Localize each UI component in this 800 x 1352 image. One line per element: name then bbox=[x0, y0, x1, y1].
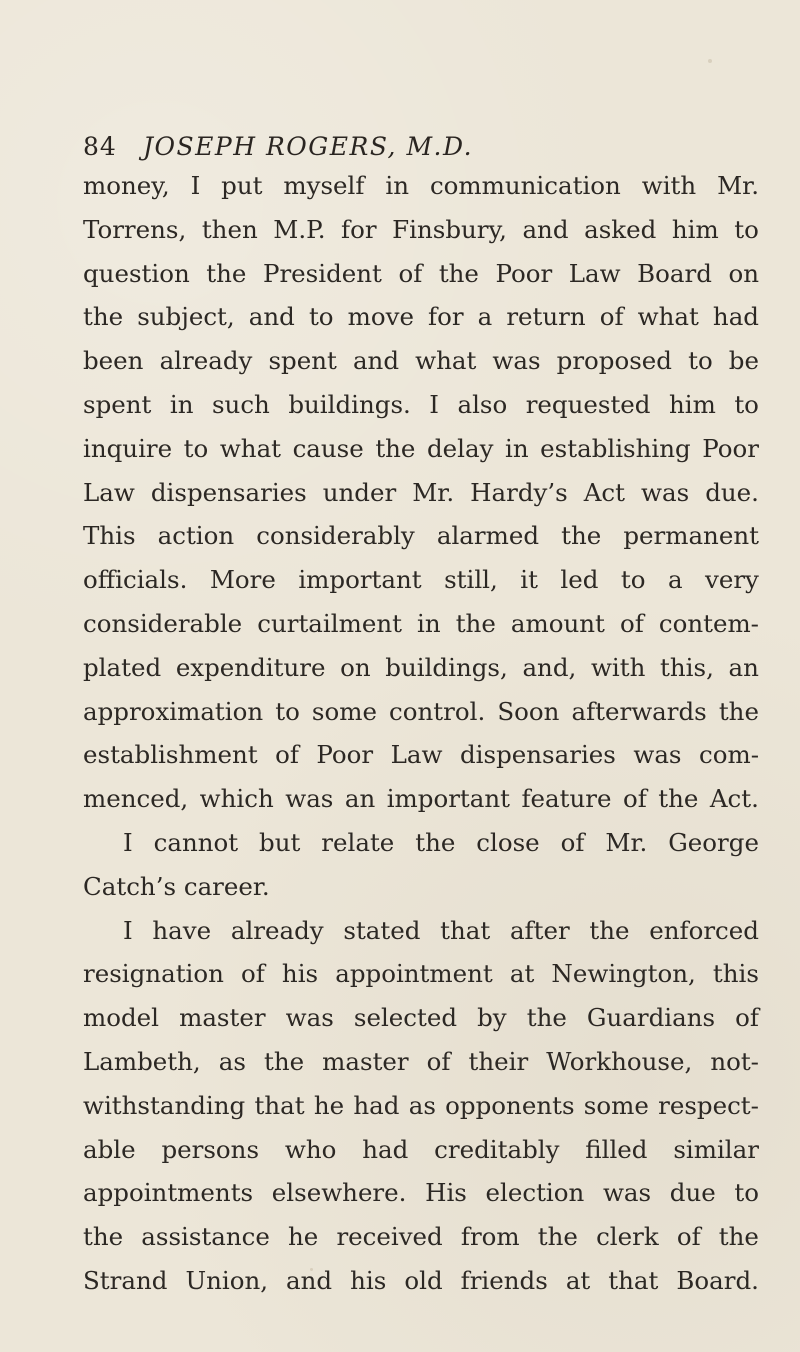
word: clerk bbox=[596, 1222, 659, 1252]
text-line bbox=[83, 339, 759, 383]
text-line bbox=[83, 690, 759, 734]
page-text bbox=[83, 164, 759, 1303]
word: to bbox=[734, 1178, 759, 1208]
word: master bbox=[179, 1003, 266, 1033]
word: which bbox=[199, 784, 274, 814]
word: afterwards bbox=[571, 696, 707, 726]
word: in bbox=[385, 171, 410, 200]
word: at bbox=[565, 1265, 591, 1295]
word: such bbox=[211, 389, 270, 419]
word: the bbox=[718, 696, 759, 726]
word: Poor bbox=[495, 258, 553, 288]
text-line bbox=[83, 952, 759, 996]
word: the bbox=[526, 1003, 567, 1033]
word: not- bbox=[710, 1046, 759, 1076]
word: question bbox=[83, 258, 190, 288]
word: and, bbox=[522, 652, 577, 682]
word: the bbox=[537, 1222, 578, 1252]
word: was bbox=[641, 477, 690, 507]
word: was bbox=[602, 1178, 652, 1208]
word: cause bbox=[292, 433, 364, 463]
word: this bbox=[712, 959, 759, 989]
word: to bbox=[183, 433, 209, 463]
word: buildings, bbox=[385, 652, 508, 682]
text-line bbox=[83, 1128, 759, 1172]
word: received bbox=[336, 1222, 443, 1252]
word: after bbox=[509, 915, 570, 945]
word: and bbox=[352, 346, 400, 376]
word: be bbox=[728, 346, 759, 376]
word: enforced bbox=[649, 915, 759, 945]
word: a bbox=[477, 302, 493, 332]
word: been bbox=[83, 346, 144, 376]
word: was bbox=[492, 346, 541, 376]
word: model bbox=[83, 1003, 160, 1033]
word: I bbox=[123, 827, 133, 857]
word: the bbox=[83, 302, 124, 332]
word: establishment bbox=[83, 740, 258, 770]
text-line bbox=[83, 733, 759, 777]
running-head bbox=[83, 129, 763, 165]
word: Mr. bbox=[605, 827, 648, 857]
text-line bbox=[83, 1259, 759, 1303]
word: as bbox=[218, 1046, 246, 1076]
word: spent bbox=[268, 346, 337, 376]
word: friends bbox=[460, 1265, 548, 1295]
word: menced, bbox=[83, 784, 189, 814]
word: as bbox=[408, 1090, 436, 1120]
word: him bbox=[671, 214, 719, 244]
word: stated bbox=[343, 915, 421, 945]
word: had bbox=[353, 1090, 400, 1120]
word: Act bbox=[583, 477, 625, 507]
word: of bbox=[676, 1222, 701, 1252]
word: plated bbox=[83, 652, 162, 682]
text-line bbox=[83, 164, 759, 208]
word: contem- bbox=[658, 608, 759, 638]
word: what bbox=[415, 346, 477, 376]
word: that bbox=[440, 915, 491, 945]
word: dispensaries bbox=[150, 477, 307, 507]
word: the bbox=[415, 827, 456, 857]
word: curtailment bbox=[257, 608, 402, 638]
page-number: 84 bbox=[83, 132, 117, 161]
word: filled bbox=[585, 1134, 648, 1164]
word: an bbox=[344, 784, 376, 814]
word: the bbox=[455, 608, 496, 638]
word: already bbox=[159, 346, 253, 376]
text-line bbox=[83, 252, 759, 296]
word: put bbox=[221, 171, 263, 200]
word: move bbox=[347, 302, 414, 332]
word: Act. bbox=[709, 784, 759, 814]
word: myself bbox=[283, 171, 365, 200]
word: Guardians bbox=[586, 1003, 716, 1033]
word: by bbox=[477, 1003, 507, 1033]
word: and bbox=[522, 214, 569, 244]
word: respect- bbox=[658, 1090, 759, 1120]
word: this, bbox=[660, 652, 714, 682]
word: to bbox=[275, 696, 300, 726]
word: and bbox=[248, 302, 295, 332]
word: of bbox=[735, 1003, 759, 1033]
word: I bbox=[123, 915, 133, 945]
word: creditably bbox=[434, 1134, 560, 1164]
text-line bbox=[83, 471, 759, 515]
word: due. bbox=[705, 477, 759, 507]
word: very bbox=[705, 565, 759, 595]
word: President bbox=[262, 258, 382, 288]
word: he bbox=[313, 1090, 345, 1120]
word: considerable bbox=[83, 608, 243, 638]
word: appointment bbox=[335, 959, 493, 989]
word: from bbox=[460, 1222, 520, 1252]
word: on bbox=[340, 652, 371, 682]
word: establishing bbox=[540, 433, 691, 463]
text-line bbox=[83, 1040, 759, 1084]
text-line bbox=[83, 514, 759, 558]
word: Law bbox=[83, 477, 135, 507]
word: to bbox=[688, 346, 713, 376]
paper-spot bbox=[708, 59, 712, 63]
word: able bbox=[83, 1134, 136, 1164]
word: of bbox=[426, 1046, 451, 1076]
word: expenditure bbox=[175, 652, 326, 682]
word: of bbox=[619, 608, 644, 638]
word: feature bbox=[521, 784, 612, 814]
word: Poor bbox=[316, 740, 374, 770]
running-title: JOSEPH ROGERS, M.D. bbox=[143, 132, 474, 161]
word: important bbox=[386, 784, 511, 814]
word: withstanding bbox=[83, 1090, 246, 1120]
word: led bbox=[560, 565, 599, 595]
word: had bbox=[362, 1134, 409, 1164]
word: in bbox=[417, 608, 441, 638]
text-line bbox=[83, 383, 759, 427]
word: still, bbox=[444, 565, 498, 595]
word: the bbox=[561, 521, 602, 551]
word: assistance bbox=[141, 1222, 270, 1252]
word: delay bbox=[426, 433, 494, 463]
word: I bbox=[429, 389, 439, 419]
word: M.P. bbox=[273, 214, 326, 244]
word: in bbox=[169, 389, 194, 419]
word: it bbox=[520, 565, 538, 595]
word: of bbox=[275, 740, 299, 770]
word: his bbox=[281, 959, 319, 989]
word: close bbox=[476, 827, 540, 857]
word: the bbox=[589, 915, 630, 945]
word: to bbox=[620, 565, 646, 595]
word: Board bbox=[637, 258, 712, 288]
word: of bbox=[398, 258, 423, 288]
word: at bbox=[509, 959, 535, 989]
word: considerably bbox=[256, 521, 415, 551]
word: communication bbox=[429, 171, 621, 200]
word: he bbox=[288, 1222, 319, 1252]
word: the bbox=[83, 1222, 124, 1252]
word: of bbox=[599, 302, 624, 332]
word: Poor bbox=[702, 433, 759, 463]
word: Union, bbox=[185, 1265, 269, 1295]
word: resignation bbox=[83, 959, 224, 989]
text-line bbox=[83, 996, 759, 1040]
word: dispensaries bbox=[460, 740, 616, 770]
word: in bbox=[505, 433, 529, 463]
word: cannot bbox=[153, 827, 239, 857]
word: then bbox=[201, 214, 258, 244]
word: who bbox=[284, 1134, 337, 1164]
word: His bbox=[425, 1178, 467, 1208]
word: had bbox=[712, 302, 759, 332]
text-line bbox=[83, 427, 759, 471]
word: subject, bbox=[137, 302, 235, 332]
word: important bbox=[298, 565, 422, 595]
text-line: Catch’s career. bbox=[83, 871, 270, 901]
word: that bbox=[254, 1090, 305, 1120]
word: return bbox=[506, 302, 586, 332]
word: what bbox=[219, 433, 282, 463]
text-line bbox=[83, 602, 759, 646]
word: permanent bbox=[623, 521, 759, 551]
word: the bbox=[438, 258, 479, 288]
text-line bbox=[83, 909, 759, 953]
word: asked bbox=[584, 214, 657, 244]
word: Board. bbox=[676, 1265, 759, 1295]
text-line bbox=[83, 558, 759, 602]
word: Torrens, bbox=[83, 214, 187, 244]
word: officials. bbox=[83, 565, 188, 595]
word: under bbox=[322, 477, 397, 507]
word: already bbox=[230, 915, 324, 945]
word: alarmed bbox=[436, 521, 540, 551]
word: the bbox=[206, 258, 247, 288]
word: election bbox=[485, 1178, 585, 1208]
word: Law bbox=[390, 740, 443, 770]
word: opponents bbox=[445, 1090, 575, 1120]
word: Soon bbox=[497, 696, 560, 726]
word: control. bbox=[389, 696, 486, 726]
word: Hardy’s bbox=[470, 477, 568, 507]
word: Newington, bbox=[551, 959, 696, 989]
word: action bbox=[157, 521, 235, 551]
word: This bbox=[83, 521, 136, 551]
word: of bbox=[560, 827, 585, 857]
word: Workhouse, bbox=[546, 1046, 693, 1076]
word: with bbox=[590, 652, 646, 682]
text-line bbox=[83, 777, 759, 821]
word: and bbox=[286, 1265, 333, 1295]
word: of bbox=[622, 784, 647, 814]
word: requested bbox=[525, 389, 651, 419]
word: master bbox=[322, 1046, 409, 1076]
word: inquire bbox=[83, 433, 173, 463]
word: money, bbox=[83, 171, 170, 200]
word: on bbox=[728, 258, 759, 288]
word: the bbox=[263, 1046, 305, 1076]
word: buildings. bbox=[288, 389, 411, 419]
text-line bbox=[83, 295, 759, 339]
word: elsewhere. bbox=[271, 1178, 407, 1208]
word: amount bbox=[510, 608, 605, 638]
word: selected bbox=[353, 1003, 458, 1033]
text-line bbox=[83, 208, 759, 252]
word: a bbox=[667, 565, 683, 595]
word: persons bbox=[161, 1134, 260, 1164]
word: was bbox=[633, 740, 682, 770]
word: old bbox=[404, 1265, 443, 1295]
word: was bbox=[285, 784, 334, 814]
word: him bbox=[668, 389, 716, 419]
text-line bbox=[83, 1171, 759, 1215]
word: similar bbox=[673, 1134, 759, 1164]
text-line bbox=[83, 646, 759, 690]
word: for bbox=[341, 214, 377, 244]
word: Lambeth, bbox=[83, 1046, 201, 1076]
word: an bbox=[728, 652, 759, 682]
word: proposed bbox=[556, 346, 672, 376]
word: that bbox=[608, 1265, 659, 1295]
word: was bbox=[285, 1003, 334, 1033]
word: to bbox=[308, 302, 334, 332]
word: for bbox=[428, 302, 464, 332]
word: I bbox=[190, 171, 201, 200]
word: to bbox=[734, 214, 759, 244]
word: More bbox=[209, 565, 276, 595]
word: the bbox=[658, 784, 699, 814]
word: what bbox=[637, 302, 699, 332]
word: Finsbury, bbox=[392, 214, 507, 244]
word: some bbox=[311, 696, 377, 726]
word: relate bbox=[321, 827, 395, 857]
word: their bbox=[468, 1046, 529, 1076]
word: Mr. bbox=[412, 477, 455, 507]
word: Mr. bbox=[717, 171, 759, 200]
text-line bbox=[83, 821, 759, 865]
word: to bbox=[734, 389, 759, 419]
word: but bbox=[259, 827, 301, 857]
word: George bbox=[668, 827, 759, 857]
word: spent bbox=[83, 389, 152, 419]
word: his bbox=[350, 1265, 387, 1295]
word: some bbox=[583, 1090, 649, 1120]
word: have bbox=[152, 915, 212, 945]
text-line bbox=[83, 1084, 759, 1128]
text-line bbox=[83, 1215, 759, 1259]
word: with bbox=[641, 171, 697, 200]
word: Law bbox=[568, 258, 621, 288]
word: of bbox=[241, 959, 265, 989]
word: also bbox=[457, 389, 508, 419]
word: appointments bbox=[83, 1178, 254, 1208]
word: Strand bbox=[83, 1265, 168, 1295]
word: com- bbox=[699, 740, 759, 770]
word: the bbox=[375, 433, 416, 463]
word: approximation bbox=[83, 696, 264, 726]
word: due bbox=[669, 1178, 716, 1208]
word: the bbox=[718, 1222, 759, 1252]
